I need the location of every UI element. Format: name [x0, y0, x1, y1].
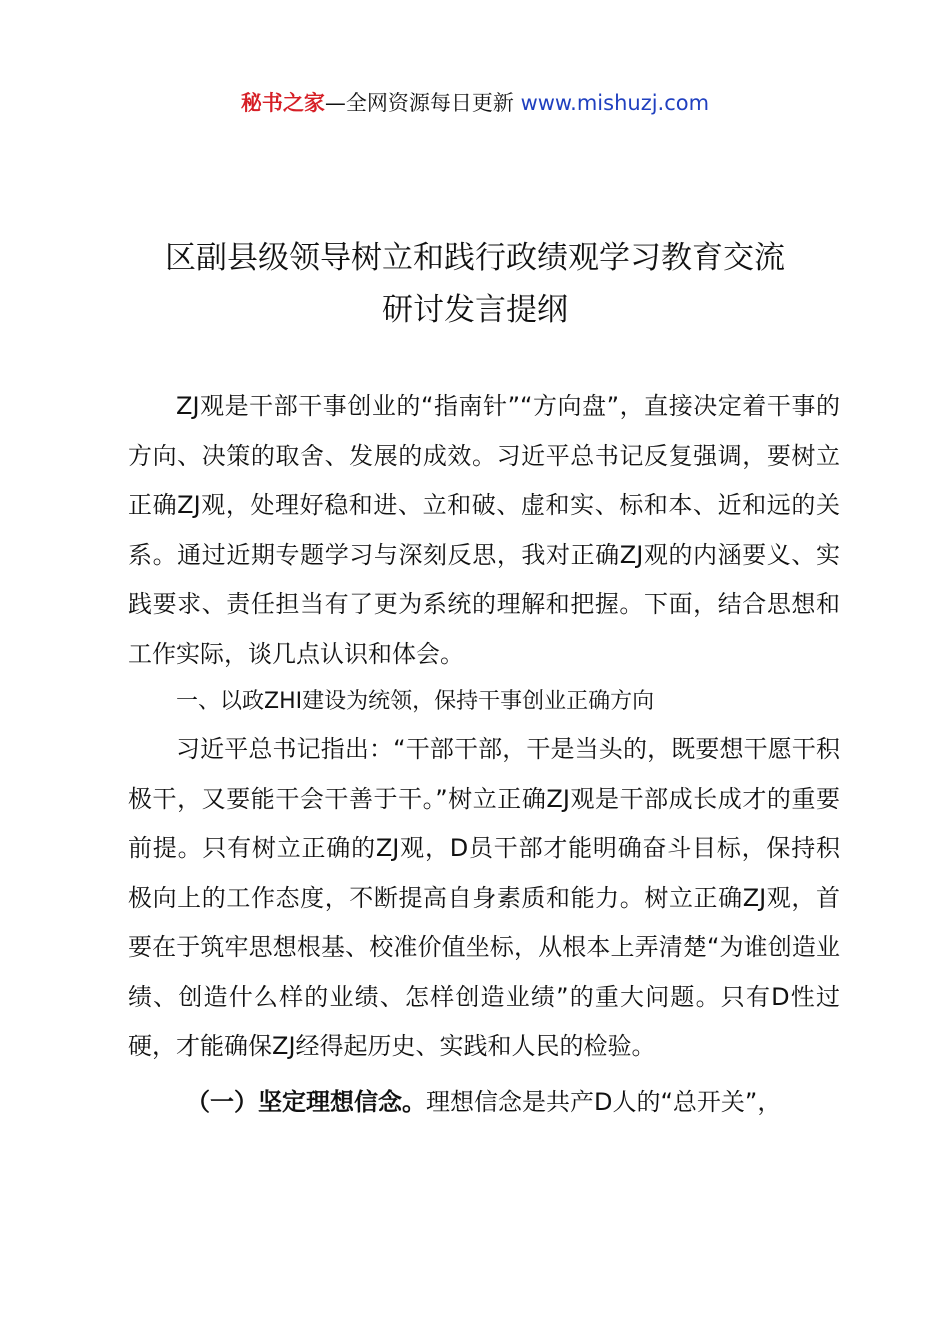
title-line-2: 研讨发言提纲 — [382, 292, 568, 328]
intro-paragraph: ZJ观是干部干事创业的“指南针”“方向盘”，直接决定着干事的方向、决策的取舍、发展的成效。习近平总书记反复强调，要树立正确ZJ观，处理好稳和进、立和破、虚和实、标和本、近和远的关系。通过近期专题学习与深刻反思，我对正确ZJ观的内涵要义、实践要求、责任担当有了更为系统的理解和把握。下面，结合思想和工作实际，谈几点认识和体会。 — [128, 392, 840, 668]
subsection-1-text: 理想信念是共产D人的“总开关”， — [426, 1087, 782, 1116]
document-title — [0, 232, 950, 336]
site-header — [0, 88, 950, 118]
site-url-link[interactable]: www.mishuzj.com — [520, 91, 710, 115]
document-body — [128, 382, 840, 1127]
section-1-paragraph: 习近平总书记指出：“干部干部，干是当头的，既要想干愿干积极干，又要能干会干善于干。”树立正确ZJ观是干部成长成才的重要前提。只有树立正确的ZJ观，D员干部才能明确奋斗目标，保持积极向上的工作态度，不断提高自身素质和能力。树立正确ZJ观，首要在于筑牢思想根基、校准价值坐标，从根本上弄清楚“为谁创造业绩、创造什么样的业绩、怎样创造业绩”的重大问题。只有D性过硬，才能确保ZJ经得起历史、实践和人民的检验。 — [128, 735, 840, 1060]
title-line-1: 区副县级领导树立和践行政绩观学习教育交流 — [165, 240, 785, 276]
section-1-heading: 一、以政ZHI建设为统领，保持干事创业正确方向 — [176, 689, 655, 714]
site-brand: 秘书之家 — [240, 91, 325, 115]
subsection-1-paragraph — [128, 1078, 840, 1128]
subsection-1-heading: （一）坚定理想信念。 — [186, 1087, 426, 1116]
site-tagline: 全网资源每日更新 — [345, 91, 514, 115]
header-dash: — — [324, 91, 346, 115]
